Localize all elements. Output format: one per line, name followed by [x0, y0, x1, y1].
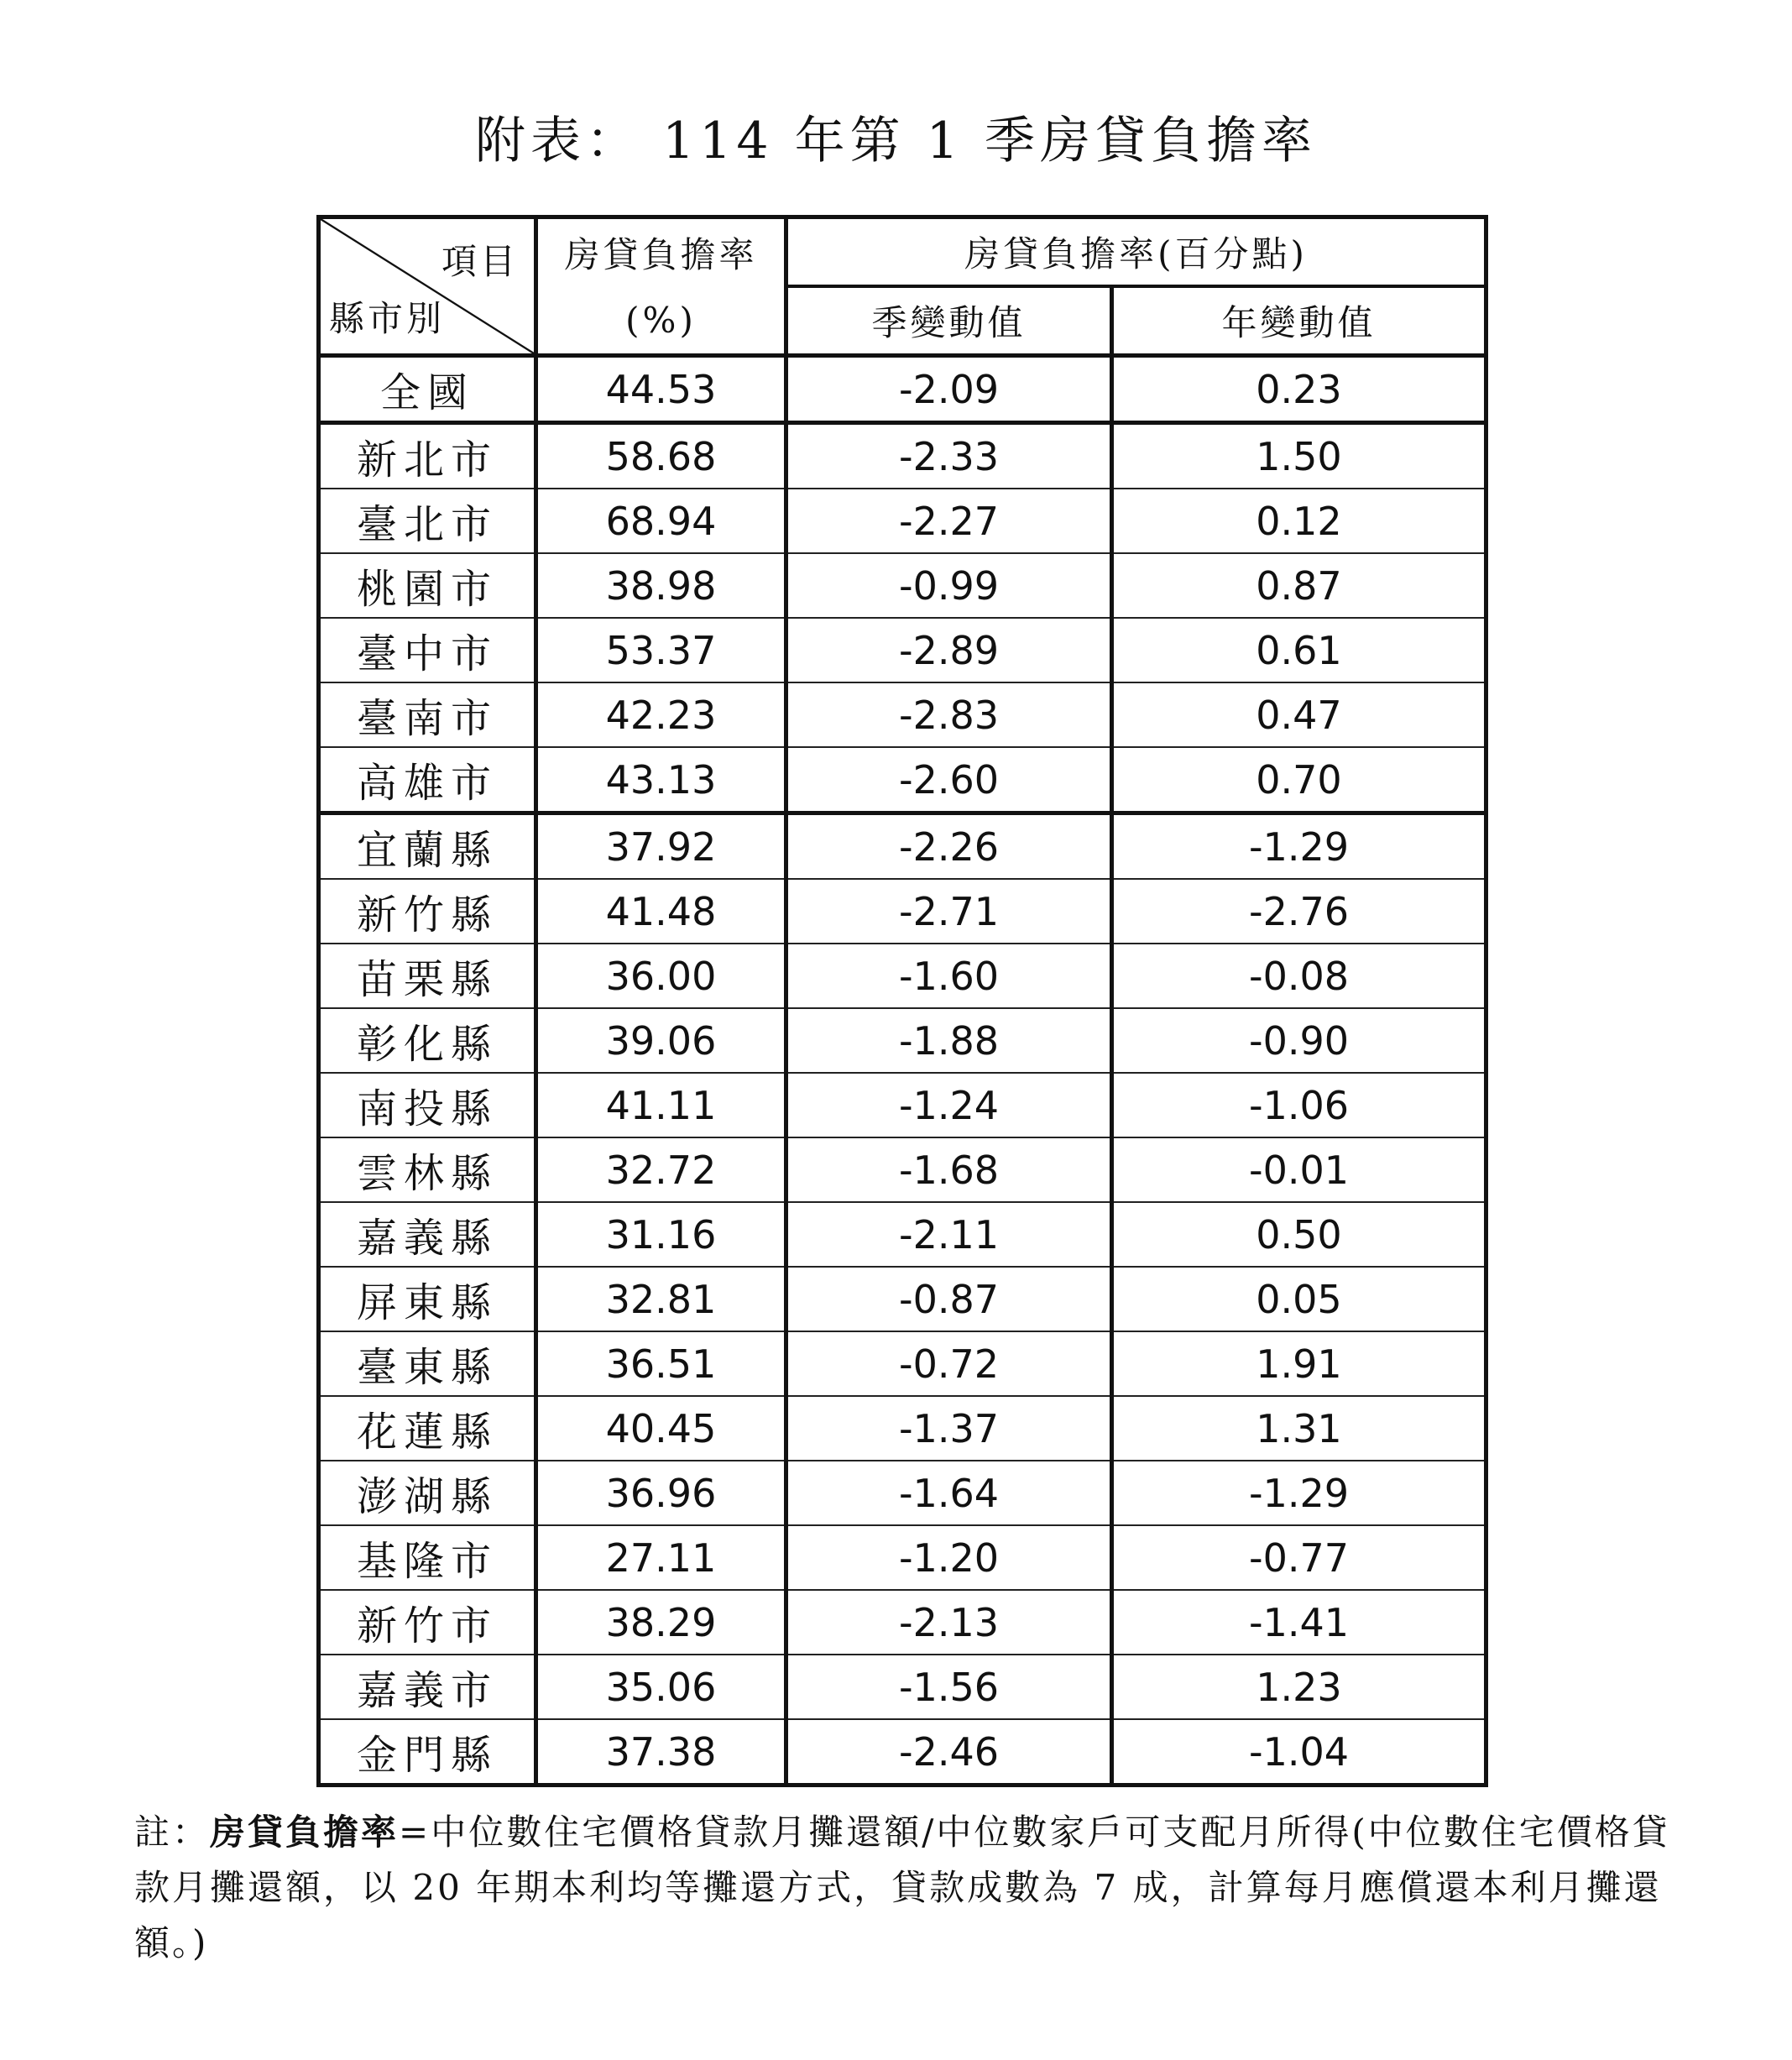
ratio-cell: 36.00	[536, 944, 786, 1008]
yoy-cell: -1.04	[1112, 1719, 1486, 1786]
region-cell: 新竹市	[319, 1590, 536, 1655]
ratio-cell: 36.96	[536, 1461, 786, 1525]
yoy-cell: -0.08	[1112, 944, 1486, 1008]
region-cell: 基隆市	[319, 1525, 536, 1590]
region-cell: 新北市	[319, 423, 536, 489]
region-cell: 嘉義市	[319, 1655, 536, 1719]
qoq-cell: -1.88	[786, 1008, 1112, 1073]
table-row	[319, 1202, 1486, 1267]
yoy-cell: -1.06	[1112, 1073, 1486, 1137]
qoq-cell: -1.37	[786, 1396, 1112, 1461]
yoy-cell: -1.29	[1112, 1461, 1486, 1525]
diagonal-header-cell	[319, 217, 536, 356]
region-cell: 澎湖縣	[319, 1461, 536, 1525]
note-prefix: 註：	[134, 1812, 211, 1853]
yoy-cell: 0.50	[1112, 1202, 1486, 1267]
yoy-cell: -0.77	[1112, 1525, 1486, 1590]
region-cell: 屏東縣	[319, 1267, 536, 1331]
ratio-cell: 37.92	[536, 813, 786, 880]
yoy-cell: 0.47	[1112, 682, 1486, 747]
table-row	[319, 879, 1486, 944]
yoy-cell: 1.91	[1112, 1331, 1486, 1396]
qoq-cell: -2.83	[786, 682, 1112, 747]
table-row	[319, 813, 1486, 880]
ratio-cell: 27.11	[536, 1525, 786, 1590]
qoq-cell: -0.99	[786, 553, 1112, 618]
ratio-cell: 36.51	[536, 1331, 786, 1396]
change-group-header: 房貸負擔率(百分點)	[786, 217, 1486, 287]
yoy-cell: -0.01	[1112, 1137, 1486, 1202]
region-cell: 苗栗縣	[319, 944, 536, 1008]
qoq-cell: -2.89	[786, 618, 1112, 682]
ratio-cell: 38.29	[536, 1590, 786, 1655]
ratio-cell: 32.72	[536, 1137, 786, 1202]
yoy-cell: 0.23	[1112, 356, 1486, 423]
ratio-cell: 68.94	[536, 489, 786, 553]
region-cell: 臺北市	[319, 489, 536, 553]
ratio-unit-header: (%)	[536, 286, 786, 356]
item-label: 項目	[441, 241, 519, 282]
qoq-cell: -2.11	[786, 1202, 1112, 1267]
qoq-cell: -0.87	[786, 1267, 1112, 1331]
qoq-cell: -2.27	[786, 489, 1112, 553]
ratio-cell: 43.13	[536, 747, 786, 813]
qoq-cell: -2.33	[786, 423, 1112, 489]
table-row	[319, 1331, 1486, 1396]
yoy-cell: 1.50	[1112, 423, 1486, 489]
yoy-cell: -2.76	[1112, 879, 1486, 944]
yoy-cell: -0.90	[1112, 1008, 1486, 1073]
table-row	[319, 1396, 1486, 1461]
table-row	[319, 747, 1486, 813]
region-cell: 臺中市	[319, 618, 536, 682]
note-term: 房貸負擔率	[210, 1812, 400, 1853]
table-row	[319, 1461, 1486, 1525]
table-row	[319, 1073, 1486, 1137]
yoy-cell: 0.87	[1112, 553, 1486, 618]
region-cell: 全國	[319, 356, 536, 423]
qoq-cell: -1.20	[786, 1525, 1112, 1590]
ratio-cell: 38.98	[536, 553, 786, 618]
table-row	[319, 1655, 1486, 1719]
yoy-cell: 1.31	[1112, 1396, 1486, 1461]
ratio-cell: 58.68	[536, 423, 786, 489]
qoq-header: 季變動值	[786, 286, 1112, 356]
ratio-cell: 31.16	[536, 1202, 786, 1267]
qoq-cell: -0.72	[786, 1331, 1112, 1396]
qoq-cell: -2.09	[786, 356, 1112, 423]
yoy-cell: 0.12	[1112, 489, 1486, 553]
qoq-cell: -1.24	[786, 1073, 1112, 1137]
table-row	[319, 1719, 1486, 1786]
table-row	[319, 944, 1486, 1008]
table-row	[319, 553, 1486, 618]
yoy-cell: 0.61	[1112, 618, 1486, 682]
table-row	[319, 1137, 1486, 1202]
yoy-header: 年變動值	[1112, 286, 1486, 356]
region-cell: 高雄市	[319, 747, 536, 813]
qoq-cell: -2.13	[786, 1590, 1112, 1655]
table-row	[319, 489, 1486, 553]
mortgage-burden-table	[316, 215, 1488, 1787]
qoq-cell: -1.56	[786, 1655, 1112, 1719]
table-row	[319, 1267, 1486, 1331]
ratio-cell: 41.48	[536, 879, 786, 944]
ratio-cell: 35.06	[536, 1655, 786, 1719]
region-cell: 臺東縣	[319, 1331, 536, 1396]
qoq-cell: -1.68	[786, 1137, 1112, 1202]
region-cell: 花蓮縣	[319, 1396, 536, 1461]
yoy-cell: -1.41	[1112, 1590, 1486, 1655]
table-row	[319, 423, 1486, 489]
qoq-cell: -2.26	[786, 813, 1112, 880]
yoy-cell: 0.05	[1112, 1267, 1486, 1331]
yoy-cell: -1.29	[1112, 813, 1486, 880]
region-cell: 嘉義縣	[319, 1202, 536, 1267]
ratio-cell: 39.06	[536, 1008, 786, 1073]
region-cell: 南投縣	[319, 1073, 536, 1137]
qoq-cell: -2.60	[786, 747, 1112, 813]
qoq-cell: -1.64	[786, 1461, 1112, 1525]
ratio-header: 房貸負擔率	[536, 217, 786, 287]
region-label: 縣市別	[329, 298, 446, 339]
table-row	[319, 356, 1486, 423]
page-title: 附表： 114 年第 1 季房貸負擔率	[475, 112, 1317, 170]
yoy-cell: 0.70	[1112, 747, 1486, 813]
ratio-cell: 53.37	[536, 618, 786, 682]
ratio-cell: 40.45	[536, 1396, 786, 1461]
region-cell: 宜蘭縣	[319, 813, 536, 880]
region-cell: 雲林縣	[319, 1137, 536, 1202]
region-cell: 臺南市	[319, 682, 536, 747]
ratio-cell: 37.38	[536, 1719, 786, 1786]
region-cell: 桃園市	[319, 553, 536, 618]
table-row	[319, 682, 1486, 747]
ratio-cell: 32.81	[536, 1267, 786, 1331]
table-row	[319, 618, 1486, 682]
qoq-cell: -1.60	[786, 944, 1112, 1008]
ratio-cell: 44.53	[536, 356, 786, 423]
footnote	[134, 1805, 1679, 1971]
region-cell: 金門縣	[319, 1719, 536, 1786]
qoq-cell: -2.71	[786, 879, 1112, 944]
table-row	[319, 1590, 1486, 1655]
ratio-cell: 41.11	[536, 1073, 786, 1137]
qoq-cell: -2.46	[786, 1719, 1112, 1786]
ratio-cell: 42.23	[536, 682, 786, 747]
region-cell: 彰化縣	[319, 1008, 536, 1073]
note-text: =中位數住宅價格貸款月攤還額/中位數家戶可支配月所得(中位數住宅價格貸款月攤還額，以 20 年期本利均等攤還方式，貸款成數為 7 成，計算每月應償還本利月攤還額。)	[134, 1812, 1670, 1963]
region-cell: 新竹縣	[319, 879, 536, 944]
table-row	[319, 1008, 1486, 1073]
table-row	[319, 1525, 1486, 1590]
yoy-cell: 1.23	[1112, 1655, 1486, 1719]
